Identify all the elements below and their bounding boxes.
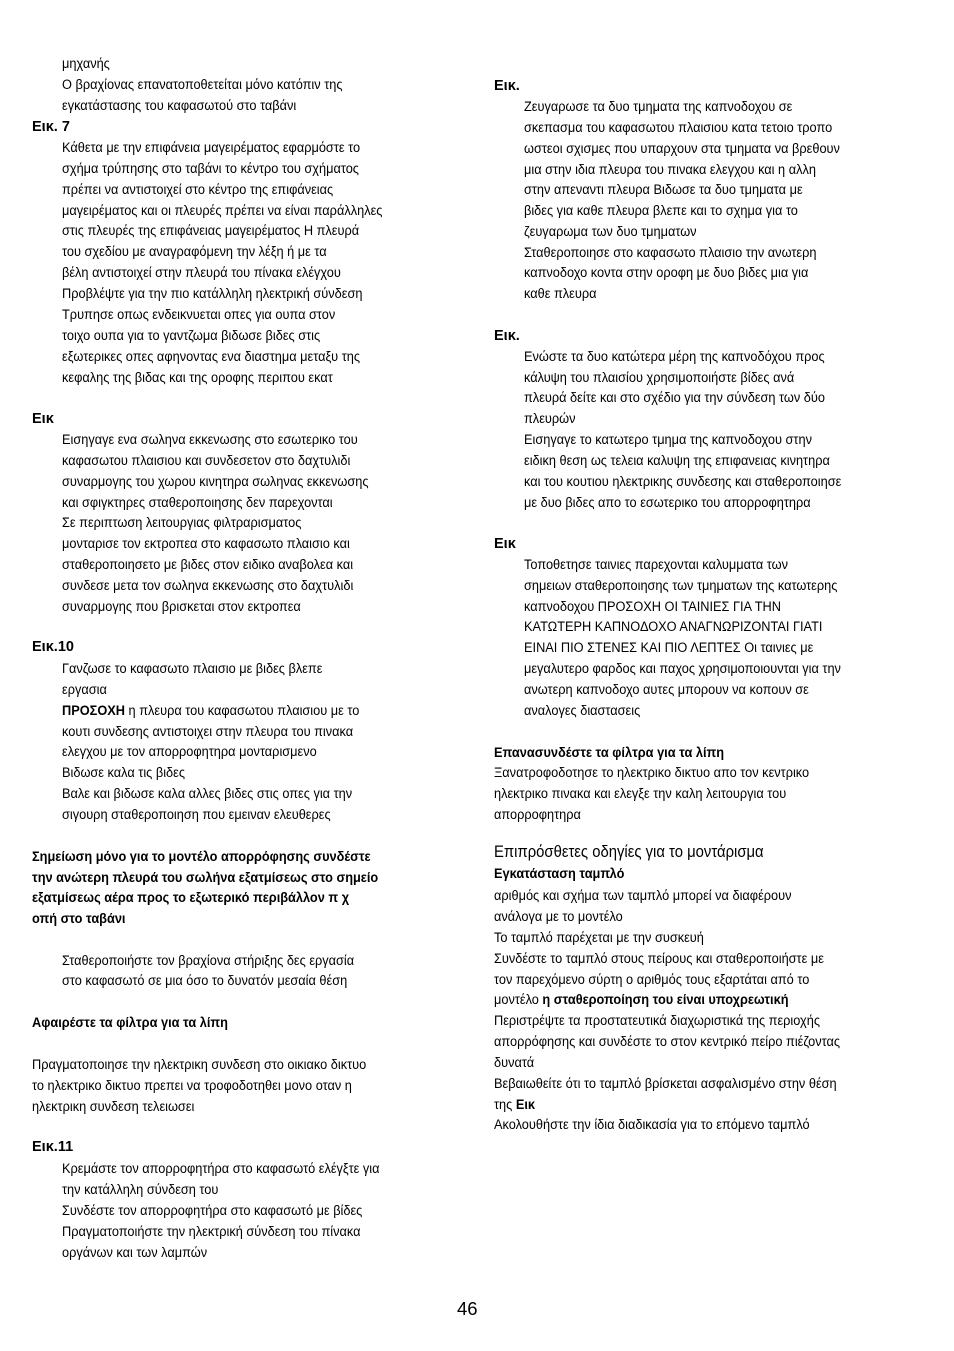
text-span: μοντέλο <box>494 992 539 1008</box>
section-heading: Αφαιρέστε τα φίλτρα για τα λίπη <box>32 1015 228 1031</box>
text-line: στο καφασωτό σε μια όσο το δυνατόν μεσαία θέση <box>62 973 348 989</box>
text-span: της <box>494 1097 516 1113</box>
figure-heading: Εικ. <box>494 328 520 344</box>
text-line: Ενώστε τα δυο κατώτερα μέρη της καπνοδόχου προς <box>524 349 825 365</box>
figure-heading: Εικ <box>32 411 54 427</box>
text-line: και σφιγκτηρες σταθεροποιησης δεν παρεχονται <box>62 495 333 511</box>
text-line: Κρεμάστε τον απορροφητήρα στο καφασωτό ελέγξτε για <box>62 1161 380 1177</box>
text-line <box>494 991 789 1009</box>
section-heading: Εγκατάσταση ταμπλό <box>494 866 625 882</box>
text-line: ελεγχου με τον απορροφητηρα μονταρισμενο <box>62 744 317 760</box>
text-line: Γανζωσε το καφασωτο πλαισιο με βιδες βλεπε <box>62 661 323 677</box>
text-line: καφασωτου πλαισιου και συνδεσετον στο δαχτυλιδι <box>62 453 351 469</box>
figure-heading: Εικ.10 <box>32 639 74 655</box>
text-line: εξωτερικες οπες αφηνοντας ενα διαστημα μεταξυ της <box>62 349 361 365</box>
text-line: κεφαλης της βιδας και της οροφης περιπου εκατ <box>62 370 333 386</box>
text-line: συνδεσε μετα τον σωληνα εκκενωσης στο δαχτυλιδι <box>62 578 354 594</box>
text-line: σχήμα τρύπησης στο ταβάνι το κέντρο του σχήματος <box>62 161 359 177</box>
text-line: ηλεκτρικη συνδεση τελειωσει <box>32 1099 195 1115</box>
text-line: κάλυψη του πλαισίου χρησιμοποιήστε βίδες ανά <box>524 370 795 386</box>
text-line: την κατάλληλη σύνδεση του <box>62 1182 219 1198</box>
text-line: καπνοδοχο κοντα στην οροφη με δυο βιδες μια για <box>524 265 809 281</box>
text-line: Συνδέστε τον απορροφητήρα στο καφασωτό με βίδες <box>62 1203 363 1219</box>
text-line: Βαλε και βιδωσε καλα αλλες βιδες στις οπες για την <box>62 786 353 802</box>
text-line: Σε περιπτωση λειτουργιας φιλτραρισματος <box>62 515 302 531</box>
text-line: Πραγματοποιησε την ηλεκτρικη συνδεση στο οικιακο δικτυο <box>32 1057 367 1073</box>
text-line: Το ταμπλό παρέχεται με την συσκευή <box>494 930 704 946</box>
figure-heading: Εικ. 7 <box>32 119 70 135</box>
text-line: Σταθεροποιήστε τον βραχίονα στήριξης δες εργασία <box>62 953 355 969</box>
text-line: αναλογες διαστασεις <box>524 703 641 719</box>
text-line: Εισηγαγε ενα σωληνα εκκενωσης στο εσωτερικο του <box>62 432 358 448</box>
text-line: απορρόφησης και συνδέστε το στον κεντρικό πείρο πιέζοντας <box>494 1034 841 1050</box>
text-line: ωστεοι σχισμες που υπαρχουν στα τμηματα να βρεθουν <box>524 141 840 157</box>
text-line: Περιστρέψτε τα προστατευτικά διαχωριστικά της περιοχής <box>494 1013 820 1029</box>
text-line: Προβλέψτε για την πιο κατάλληλη ηλεκτρική σύνδεση <box>62 286 363 302</box>
text-line: καπνοδοχου ΠΡΟΣΟΧΗ ΟΙ ΤΑΙΝΙΕΣ ΓΙΑ ΤΗΝ <box>524 599 781 615</box>
text-line: στην απεναντι πλευρα Βιδωσε τα δυο τμηματα με <box>524 182 803 198</box>
text-line: καθε πλευρα <box>524 286 597 302</box>
text-line: κουτι συνδεσης αντιστοιχει στην πλευρα του πινακα <box>62 724 354 740</box>
text-line: στις πλευρές της επιφάνειας μαγειρέματος Η πλευρά <box>62 223 360 239</box>
text-line: Εισηγαγε το κατωτερο τμημα της καπνοδοχου στην <box>524 432 812 448</box>
text-line <box>62 702 359 720</box>
text-line: μια στην ιδια πλευρα του πινακα ελεγχου και η αλλη <box>524 162 816 178</box>
text-line: Κάθετα με την επιφάνεια μαγειρέματος εφαρμόστε το <box>62 140 361 156</box>
text-line: ανωτερη καπνοδοχο αυτες μπορουν να κοπουν σε <box>524 682 809 698</box>
text-line: του σχεδίου με αναγραφόμενη την λέξη ή με τα <box>62 244 327 260</box>
text-line: Τοποθετησε ταινιες παρεχονται καλυμματα των <box>524 557 789 573</box>
emphasis-span: η σταθεροποίηση του είναι υποχρεωτική <box>538 992 789 1008</box>
text-line: οργάνων και των λαμπών <box>62 1245 208 1261</box>
text-line: συναρμογης του χωρου κινητηρα σωληνας εκκενωσης <box>62 474 369 490</box>
text-line: εγκατάστασης του καφασωτού στο ταβάνι <box>62 98 297 114</box>
text-line: Τρυπησε οπως ενδεικνυεται οπες για ουπα στον <box>62 307 336 323</box>
text-line: και του κουτιου ηλεκτρικης συνδεσης και σταθεροποιησε <box>524 474 842 490</box>
text-span: η πλευρα του καφασωτου πλαισιου με το <box>125 703 360 719</box>
figure-heading: Εικ. <box>494 78 520 94</box>
text-line: Πραγματοποιήστε την ηλεκτρική σύνδεση του πίνακα <box>62 1224 361 1240</box>
text-line: ΕΙΝΑΙ ΠΙΟ ΣΤΕΝΕΣ ΚΑΙ ΠΙΟ ΛΕΠΤΕΣ Οι ταινιες με <box>524 640 814 656</box>
text-line: μονταρισε τον εκτροπεα στο καφασωτο πλαισιο και <box>62 536 350 552</box>
text-line: τοιχο ουπα για το γαντζωμα βιδωσε βιδες στις <box>62 328 321 344</box>
text-line: συναρμογης που βρισκεται στον εκτροπεα <box>62 599 301 615</box>
text-line: σημειων σταθεροποιησης των τμηματων της κατωτερης <box>524 578 838 594</box>
text-line: απορροφητηρα <box>494 807 581 823</box>
text-line: Σταθεροποιησε στο καφασωτο πλαισιο την ανωτερη <box>524 245 817 261</box>
note-line: την ανώτερη πλευρά του σωλήνα εξατμίσεως στο σημείο <box>32 870 379 886</box>
text-line: πρέπει να αντιστοιχεί στο κέντρο της επιφάνειας <box>62 182 334 198</box>
text-line: Ακολουθήστε την ίδια διαδικασία για το επόμενο ταμπλό <box>494 1117 810 1133</box>
text-line: αριθμός και σχήμα των ταμπλό μπορεί να διαφέρουν <box>494 888 792 904</box>
text-line: σιγουρη σταθεροποιηση που εμειναν ελευθερες <box>62 807 331 823</box>
text-line: ειδικη θεση ως τελεια καλυψη της επιφανειας κινητηρα <box>524 453 830 469</box>
text-line: Συνδέστε το ταμπλό στους πείρους και σταθεροποιήστε με <box>494 951 824 967</box>
text-line: μαγειρέματος και οι πλευρές πρέπει να είναι παράλληλες <box>62 203 383 219</box>
section-title: Επιπρόσθετες οδηγίες για το μοντάρισμα <box>494 843 764 861</box>
text-line: πλευρά δείτε και στο σχέδιο για την σύνδεση των δύο <box>524 390 826 406</box>
text-line: με δυο βιδες απο το εσωτερικο του απορροφητηρα <box>524 495 811 511</box>
text-line: εργασια <box>62 682 107 698</box>
text-line: Ζευγαρωσε τα δυο τμηματα της καπνοδοχου σε <box>524 99 793 115</box>
note-line: Σημείωση μόνο για το μοντέλο απορρόφησης συνδέστε <box>32 849 371 865</box>
warning-label: ΠΡΟΣΟΧΗ <box>62 703 126 719</box>
text-line: ζευγαρωμα των δυο τμηματων <box>524 224 697 240</box>
text-line: πλευρών <box>524 411 576 427</box>
text-line: μηχανής <box>62 56 110 72</box>
figure-heading: Εικ.11 <box>32 1139 74 1155</box>
text-line: ΚΑΤΩΤΕΡΗ ΚΑΠΝΟΔΟΧΟ ΑΝΑΓΝΩΡΙΖΟΝΤΑΙ ΓΙΑΤΙ <box>524 619 823 635</box>
note-line: οπή στο ταβάνι <box>32 911 126 927</box>
text-line: δυνατά <box>494 1055 535 1071</box>
text-line: Ξανατροφοδοτησε το ηλεκτρικο δικτυο απο τον κεντρικο <box>494 765 810 781</box>
text-line: Βεβαιωθείτε ότι το ταμπλό βρίσκεται ασφαλισμένο στην θέση <box>494 1076 837 1092</box>
figure-ref: Εικ <box>515 1097 536 1113</box>
text-line: Βιδωσε καλα τις βιδες <box>62 765 186 781</box>
page-number: 46 <box>457 1298 478 1319</box>
text-line <box>494 1096 535 1114</box>
text-line: ανάλογα με το μοντέλο <box>494 909 623 925</box>
text-line: σκεπασμα του καφασωτου πλαισιου κατα τετοιο τροπο <box>524 120 833 136</box>
text-line: Ο βραχίονας επανατοποθετείται μόνο κατόπιν της <box>62 77 343 93</box>
text-line: τον παρεχόμενο σύρτη ο αριθμός τους εξαρτάται από το <box>494 972 810 988</box>
section-heading: Επανασυνδέστε τα φίλτρα για τα λίπη <box>494 745 725 761</box>
text-line: μεγαλυτερο φαρδος και παχος χρησιμοποιουνται για την <box>524 661 841 677</box>
text-line: το ηλεκτρικο δικτυο πρεπει να τροφοδοτηθει μονο οταν η <box>32 1078 352 1094</box>
figure-heading: Εικ <box>494 536 516 552</box>
text-line: σταθεροποιησετο με βιδες στον ειδικο αναβολεα και <box>62 557 354 573</box>
text-line: βιδες για καθε πλευρα βλεπε και το σχημα για το <box>524 203 798 219</box>
text-line: ηλεκτρικο πινακα και ελεγξε την καλη λειτουργια του <box>494 786 787 802</box>
note-line: εξατμίσεως αέρα προς το εξωτερικό περιβάλλον π χ <box>32 890 350 906</box>
text-line: βέλη αντιστοιχεί στην πλευρά του πίνακα ελέγχου <box>62 265 341 281</box>
